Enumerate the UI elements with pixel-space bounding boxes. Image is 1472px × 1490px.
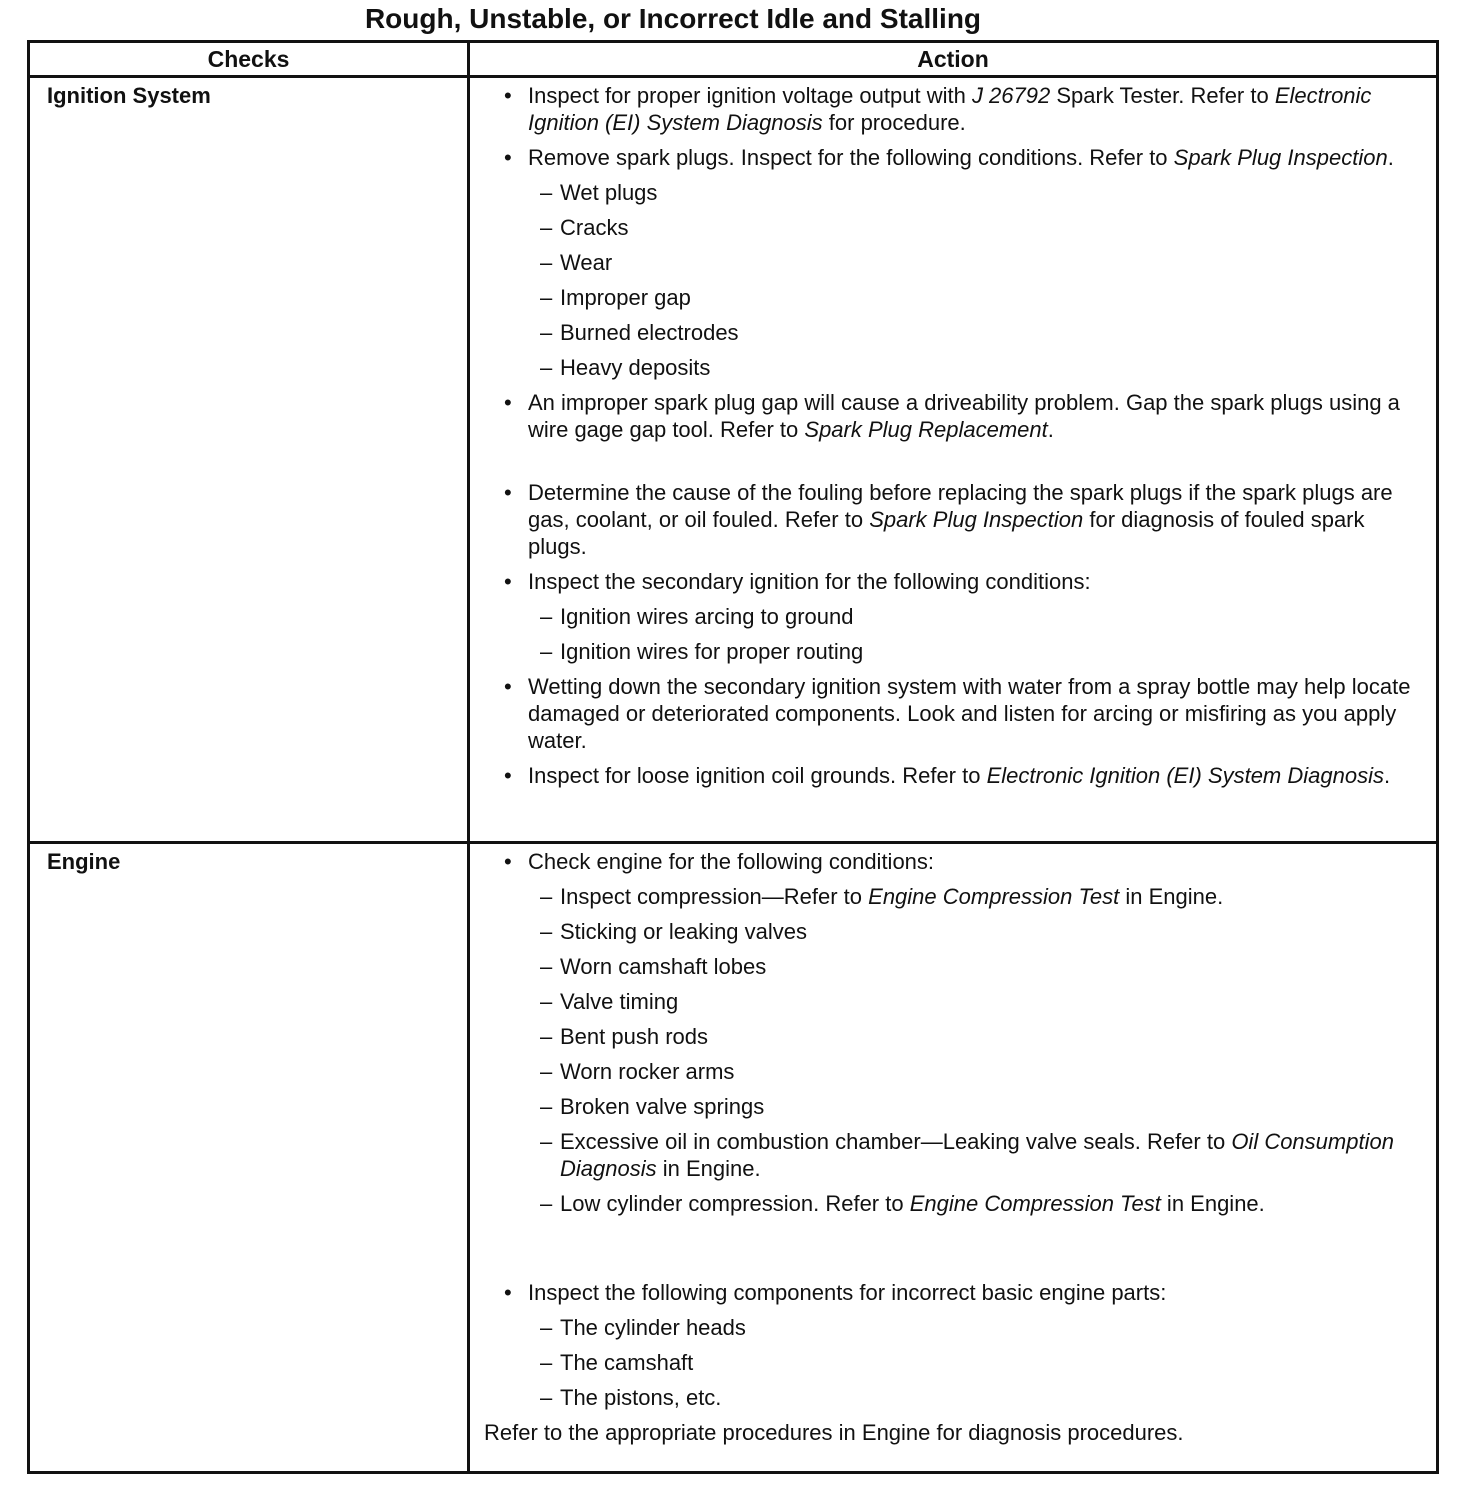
sub-item (484, 918, 1422, 945)
sub-item (484, 1128, 1422, 1182)
bullet-glyph: • (504, 145, 512, 170)
bullet-glyph: • (504, 569, 512, 594)
sub-item (484, 883, 1422, 910)
dash-glyph: – (540, 954, 553, 979)
action-text: . (1387, 145, 1394, 170)
action-item (484, 144, 1422, 171)
bullet-glyph: • (504, 763, 512, 788)
sub-item (484, 214, 1422, 241)
sub-item (484, 249, 1422, 276)
sub-item (484, 1058, 1422, 1085)
procedure-reference: Electronic Ignition (EI) System Diagnosis (528, 83, 1372, 135)
action-item (484, 479, 1422, 560)
dash-glyph: – (540, 604, 553, 629)
sub-item-text: Broken valve springs (560, 1094, 765, 1119)
sub-item-text: Bent push rods (560, 1024, 708, 1049)
sub-item (484, 179, 1422, 206)
table-header-row (29, 42, 1438, 77)
dash-glyph: – (540, 180, 553, 205)
sub-item-text: Valve timing (560, 989, 679, 1014)
bullet-glyph: • (504, 1280, 512, 1305)
dash-glyph: – (540, 1059, 553, 1084)
action-item (484, 762, 1422, 789)
dash-glyph: – (540, 919, 553, 944)
dash-glyph: – (540, 1315, 553, 1340)
sub-item (484, 988, 1422, 1015)
sub-item-text: Ignition wires arcing to ground (560, 604, 854, 629)
action-text: . (1383, 763, 1391, 788)
sub-item-text: Sticking or leaking valves (560, 919, 808, 944)
dash-glyph: – (540, 320, 553, 345)
sub-item (484, 953, 1422, 980)
sub-item-text: in Engine. (656, 1156, 761, 1181)
action-text: Remove spark plugs. Inspect for the following conditions. Refer to (528, 145, 1174, 170)
sub-item (484, 1349, 1422, 1376)
action-text: Inspect for loose ignition coil grounds. Refer to (528, 763, 987, 788)
action-item (484, 568, 1422, 595)
sub-item-text: Worn rocker arms (560, 1059, 735, 1084)
sub-item (484, 1190, 1422, 1217)
sub-item-text: in Engine. (1160, 1191, 1265, 1216)
action-item (484, 1279, 1422, 1306)
dash-glyph: – (540, 989, 553, 1014)
sub-item (484, 1384, 1422, 1411)
dash-glyph: – (540, 215, 553, 240)
table-row-ignition-system (29, 77, 1438, 843)
bullet-glyph: • (504, 849, 512, 874)
dash-glyph: – (540, 1191, 553, 1216)
sub-item-text: Cracks (560, 215, 629, 240)
dash-glyph: – (540, 250, 553, 275)
action-text: . (1047, 417, 1054, 442)
dash-glyph: – (540, 639, 553, 664)
sub-item (484, 319, 1422, 346)
procedure-reference: Engine Compression Test (868, 884, 1120, 909)
sub-item-text: Wear (560, 250, 613, 275)
bullet-glyph: • (504, 480, 512, 505)
sub-item (484, 638, 1422, 665)
sub-item-text: Wet plugs (560, 180, 658, 205)
action-item (484, 82, 1422, 136)
sub-item-text: Burned electrodes (560, 320, 739, 345)
procedure-reference: Spark Plug Inspection (1173, 145, 1388, 170)
header-action: Action (469, 42, 1438, 77)
procedure-reference: Spark Plug Replacement (804, 417, 1048, 442)
sub-item-text: The camshaft (560, 1350, 694, 1375)
action-item (484, 848, 1422, 875)
sub-item-text: Worn camshaft lobes (560, 954, 767, 979)
dash-glyph: – (540, 1094, 553, 1119)
action-text: for procedure. (822, 110, 966, 135)
sub-item (484, 603, 1422, 630)
sub-item (484, 1093, 1422, 1120)
action-text: for diagnosis of fouled spark plugs. (528, 507, 1365, 559)
diagnosis-table (27, 40, 1439, 1474)
procedure-reference: Engine Compression Test (909, 1191, 1161, 1216)
action-text: Determine the cause of the fouling before replacing the spark plugs if the spark plugs are gas, coolant, or oil fouled. Refer to (528, 480, 1393, 532)
procedure-reference: Spark Plug Inspection (869, 507, 1084, 532)
action-ignition-system (469, 77, 1438, 843)
dash-glyph: – (540, 1385, 553, 1410)
header-checks: Checks (29, 42, 469, 77)
action-engine (469, 843, 1438, 1473)
action-text: Inspect for proper ignition voltage output with (528, 83, 972, 108)
sub-item (484, 1023, 1422, 1050)
action-item (484, 389, 1422, 443)
action-text: An improper spark plug gap will cause a driveability problem. Gap the spark plugs using a wire gage gap tool. Refer to (528, 390, 1400, 442)
sub-item-text: Ignition wires for proper routing (560, 639, 864, 664)
sub-item (484, 284, 1422, 311)
action-item (484, 673, 1422, 754)
sub-item-text: Inspect compression—Refer to (560, 884, 869, 909)
procedure-reference: Oil Consumption Diagnosis (560, 1129, 1394, 1181)
bullet-glyph: • (504, 83, 512, 108)
tool-reference: J 26792 (971, 83, 1051, 108)
bullet-glyph: • (504, 390, 512, 415)
sub-item (484, 1314, 1422, 1341)
sub-item-text: Low cylinder compression. Refer to (560, 1191, 910, 1216)
sub-item (484, 354, 1422, 381)
sub-item-text: Excessive oil in combustion chamber—Leaking valve seals. Refer to (560, 1129, 1232, 1154)
bullet-glyph: • (504, 674, 512, 699)
sub-item-text: in Engine. (1119, 884, 1224, 909)
sub-item-text: Improper gap (560, 285, 691, 310)
sub-item-text: The cylinder heads (560, 1315, 746, 1340)
dash-glyph: – (540, 884, 553, 909)
action-text: Spark Tester. Refer to (1050, 83, 1275, 108)
dash-glyph: – (540, 1350, 553, 1375)
sub-item-text: The pistons, etc. (560, 1385, 722, 1410)
page-title: Rough, Unstable, or Incorrect Idle and Stalling (364, 3, 982, 34)
dash-glyph: – (540, 1024, 553, 1049)
procedure-reference: Electronic Ignition (EI) System Diagnosis (986, 763, 1384, 788)
check-ignition-system: Ignition System (29, 77, 469, 843)
check-engine: Engine (29, 843, 469, 1473)
table-row-engine (29, 843, 1438, 1473)
action-text: Wetting down the secondary ignition system with water from a spray bottle may help locate damaged or deteriorated components. Look and listen for arcing or misfiring as you apply water. (528, 674, 1411, 753)
action-text: Inspect the following components for incorrect basic engine parts: (528, 1280, 1167, 1305)
action-text: Inspect the secondary ignition for the following conditions: (528, 569, 1091, 594)
dash-glyph: – (540, 1129, 553, 1154)
dash-glyph: – (540, 355, 553, 380)
dash-glyph: – (540, 285, 553, 310)
sub-item-text: Heavy deposits (560, 355, 711, 380)
action-text: Check engine for the following conditions: (528, 849, 935, 874)
closing-note: Refer to the appropriate procedures in Engine for diagnosis procedures. (484, 1420, 1184, 1445)
